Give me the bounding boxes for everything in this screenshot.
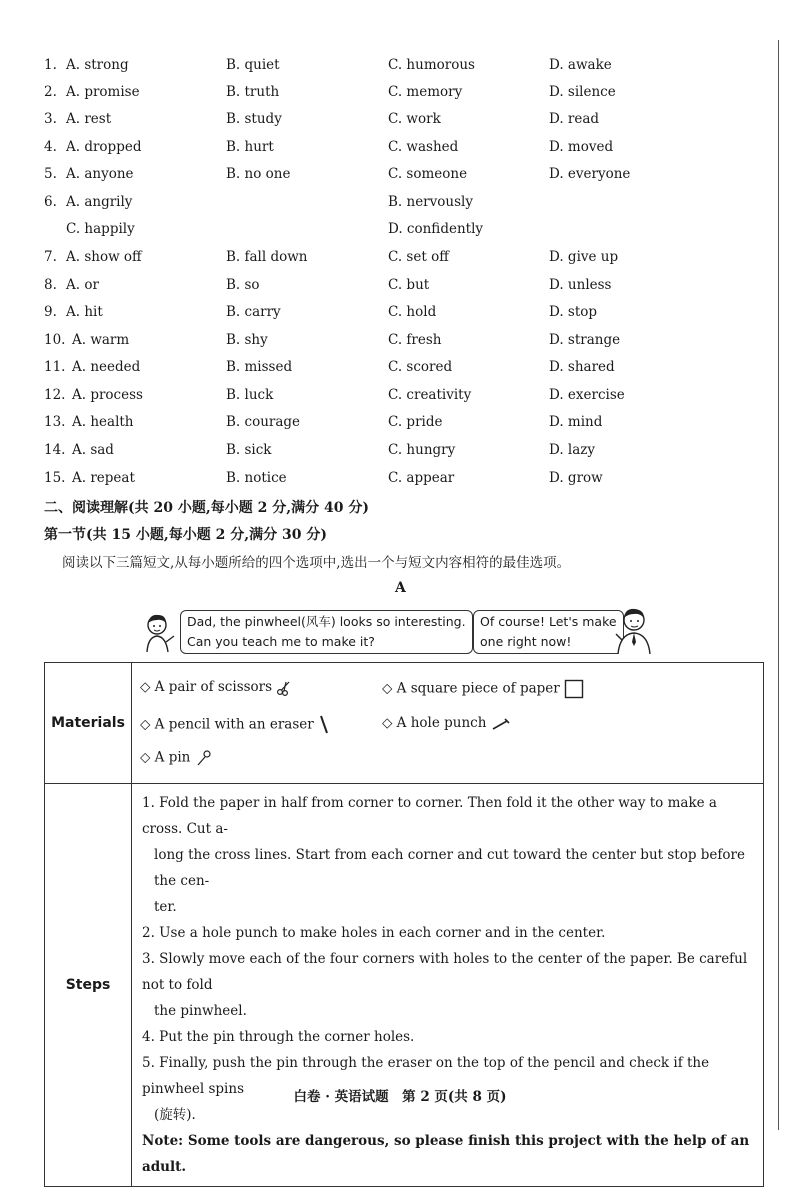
q1-num: 1. [44, 57, 57, 73]
q10-option-a: A. warm [72, 332, 130, 348]
q10-option-b: B. shy [226, 332, 268, 348]
step-1-line-3: ter. [154, 899, 177, 915]
q1-option-c: C. humorous [388, 57, 475, 73]
q3-num: 3. [44, 111, 57, 127]
q6-option-c: C. happily [66, 221, 135, 237]
child-line-1: Dad, the pinwheel(风车) looks so interesting. [187, 614, 466, 629]
square-paper-icon [564, 679, 584, 699]
materials-header: Materials [45, 663, 132, 784]
instruction-text: 阅读以下三篇短文,从每小题所给的四个选项中,选出一个与短文内容相符的最佳选项。 [62, 555, 571, 571]
q11-option-b: B. missed [226, 359, 293, 375]
q5-option-c: C. someone [388, 166, 468, 182]
q4-option-b: B. hurt [226, 139, 274, 155]
q10-num: 10. [44, 332, 66, 348]
q8-option-a: A. or [66, 277, 99, 293]
material-hole-punch: ◇ A hole punch [382, 715, 511, 731]
subsection-title: 第一节(共 15 小题,每小题 2 分,满分 30 分) [44, 527, 327, 543]
step-5-line-2: (旋转). [154, 1107, 196, 1123]
q1-option-a: A. strong [66, 57, 129, 73]
q1-option-b: B. quiet [226, 57, 280, 73]
step-5-line-1: 5. Finally, push the pin through the eraser on the top of the pencil and check if the pinwheel spins [142, 1055, 710, 1097]
pinwheel-instructions-table [44, 662, 764, 1187]
q8-option-c: C. but [388, 277, 430, 293]
q13-option-b: B. courage [226, 414, 301, 430]
step-3-line-2: the pinwheel. [154, 1003, 247, 1019]
material-pencil: ◇ A pencil with an eraser [140, 715, 330, 735]
q10-option-c: C. fresh [388, 332, 442, 348]
q9-option-c: C. hold [388, 304, 437, 320]
pin-icon [195, 749, 213, 767]
q4-option-a: A. dropped [66, 139, 142, 155]
q13-num: 13. [44, 414, 66, 430]
q2-option-a: A. promise [66, 84, 140, 100]
q3-option-c: C. work [388, 111, 441, 127]
q9-option-a: A. hit [66, 304, 103, 320]
q12-option-b: B. luck [226, 387, 274, 403]
step-1-line-1: 1. Fold the paper in half from corner to corner. Then fold it the other way to make a cross. Cut a- [142, 795, 717, 837]
q12-option-a: A. process [72, 387, 143, 403]
q9-num: 9. [44, 304, 57, 320]
q11-option-a: A. needed [72, 359, 141, 375]
q4-option-c: C. washed [388, 139, 459, 155]
q8-option-d: D. unless [549, 277, 612, 293]
q2-option-c: C. memory [388, 84, 463, 100]
q4-num: 4. [44, 139, 57, 155]
q15-option-c: C. appear [388, 470, 455, 486]
child-speech-bubble [180, 610, 473, 654]
q11-option-d: D. shared [549, 359, 615, 375]
q7-num: 7. [44, 249, 57, 265]
q13-option-c: C. pride [388, 414, 443, 430]
section-title: 二、阅读理解(共 20 小题,每小题 2 分,满分 40 分) [44, 500, 369, 516]
q6-num: 6. [44, 194, 57, 210]
q8-option-b: B. so [226, 277, 260, 293]
q5-option-a: A. anyone [66, 166, 134, 182]
steps-header: Steps [45, 784, 132, 1187]
q6-option-a: A. angrily [66, 194, 133, 210]
q11-num: 11. [44, 359, 66, 375]
q12-option-c: C. creativity [388, 387, 472, 403]
q15-option-b: B. notice [226, 470, 287, 486]
q5-option-b: B. no one [226, 166, 291, 182]
q9-option-d: D. stop [549, 304, 598, 320]
q6-option-b: B. nervously [388, 194, 473, 210]
materials-cell [132, 663, 764, 784]
q7-option-a: A. show off [66, 249, 142, 265]
dad-line-1: Of course! Let's make [480, 614, 617, 629]
q9-option-b: B. carry [226, 304, 281, 320]
pencil-icon [318, 715, 330, 735]
q13-option-a: A. health [72, 414, 134, 430]
q13-option-d: D. mind [549, 414, 603, 430]
page-footer: 白卷 · 英语试题 第 2 页(共 8 页) [293, 1089, 507, 1105]
q14-option-a: A. sad [72, 442, 114, 458]
q10-option-d: D. strange [549, 332, 621, 348]
q14-option-c: C. hungry [388, 442, 456, 458]
q11-option-c: C. scored [388, 359, 453, 375]
q5-option-d: D. everyone [549, 166, 631, 182]
step-1-line-2: long the cross lines. Start from each corner and cut toward the center but stop before the cen- [154, 847, 745, 889]
q3-option-b: B. study [226, 111, 282, 127]
page-right-rule [778, 40, 779, 1130]
material-paper: ◇ A square piece of paper [382, 679, 584, 699]
q15-num: 15. [44, 470, 66, 486]
safety-note: Note: Some tools are dangerous, so please finish this project with the help of an adult. [142, 1133, 750, 1175]
step-2: 2. Use a hole punch to make holes in each corner and in the center. [142, 925, 606, 941]
q7-option-c: C. set off [388, 249, 449, 265]
q4-option-d: D. moved [549, 139, 614, 155]
passage-letter: A [395, 580, 406, 596]
q1-option-d: D. awake [549, 57, 612, 73]
q15-option-a: A. repeat [72, 470, 135, 486]
step-4: 4. Put the pin through the corner holes. [142, 1029, 415, 1045]
dad-figure-icon [614, 606, 654, 654]
steps-cell [132, 784, 764, 1187]
q2-option-b: B. truth [226, 84, 280, 100]
child-line-2: Can you teach me to make it? [187, 634, 375, 649]
q12-num: 12. [44, 387, 66, 403]
material-pin: ◇ A pin [140, 749, 213, 767]
q3-option-a: A. rest [66, 111, 112, 127]
material-scissors: ◇ A pair of scissors [140, 679, 292, 696]
q14-option-d: D. lazy [549, 442, 596, 458]
q15-option-d: D. grow [549, 470, 603, 486]
child-figure-icon [142, 612, 176, 652]
hole-punch-icon [491, 717, 511, 731]
q3-option-d: D. read [549, 111, 600, 127]
q14-num: 14. [44, 442, 66, 458]
q2-option-d: D. silence [549, 84, 616, 100]
q2-num: 2. [44, 84, 57, 100]
q8-num: 8. [44, 277, 57, 293]
q7-option-d: D. give up [549, 249, 619, 265]
q5-num: 5. [44, 166, 57, 182]
scissors-icon [276, 680, 292, 696]
q12-option-d: D. exercise [549, 387, 625, 403]
dad-line-2: one right now! [480, 634, 572, 649]
q6-option-d: D. confidently [388, 221, 484, 237]
step-3-line-1: 3. Slowly move each of the four corners with holes to the center of the paper. Be careful not to fold [142, 951, 748, 993]
q7-option-b: B. fall down [226, 249, 308, 265]
q14-option-b: B. sick [226, 442, 272, 458]
dad-speech-bubble [473, 610, 624, 654]
